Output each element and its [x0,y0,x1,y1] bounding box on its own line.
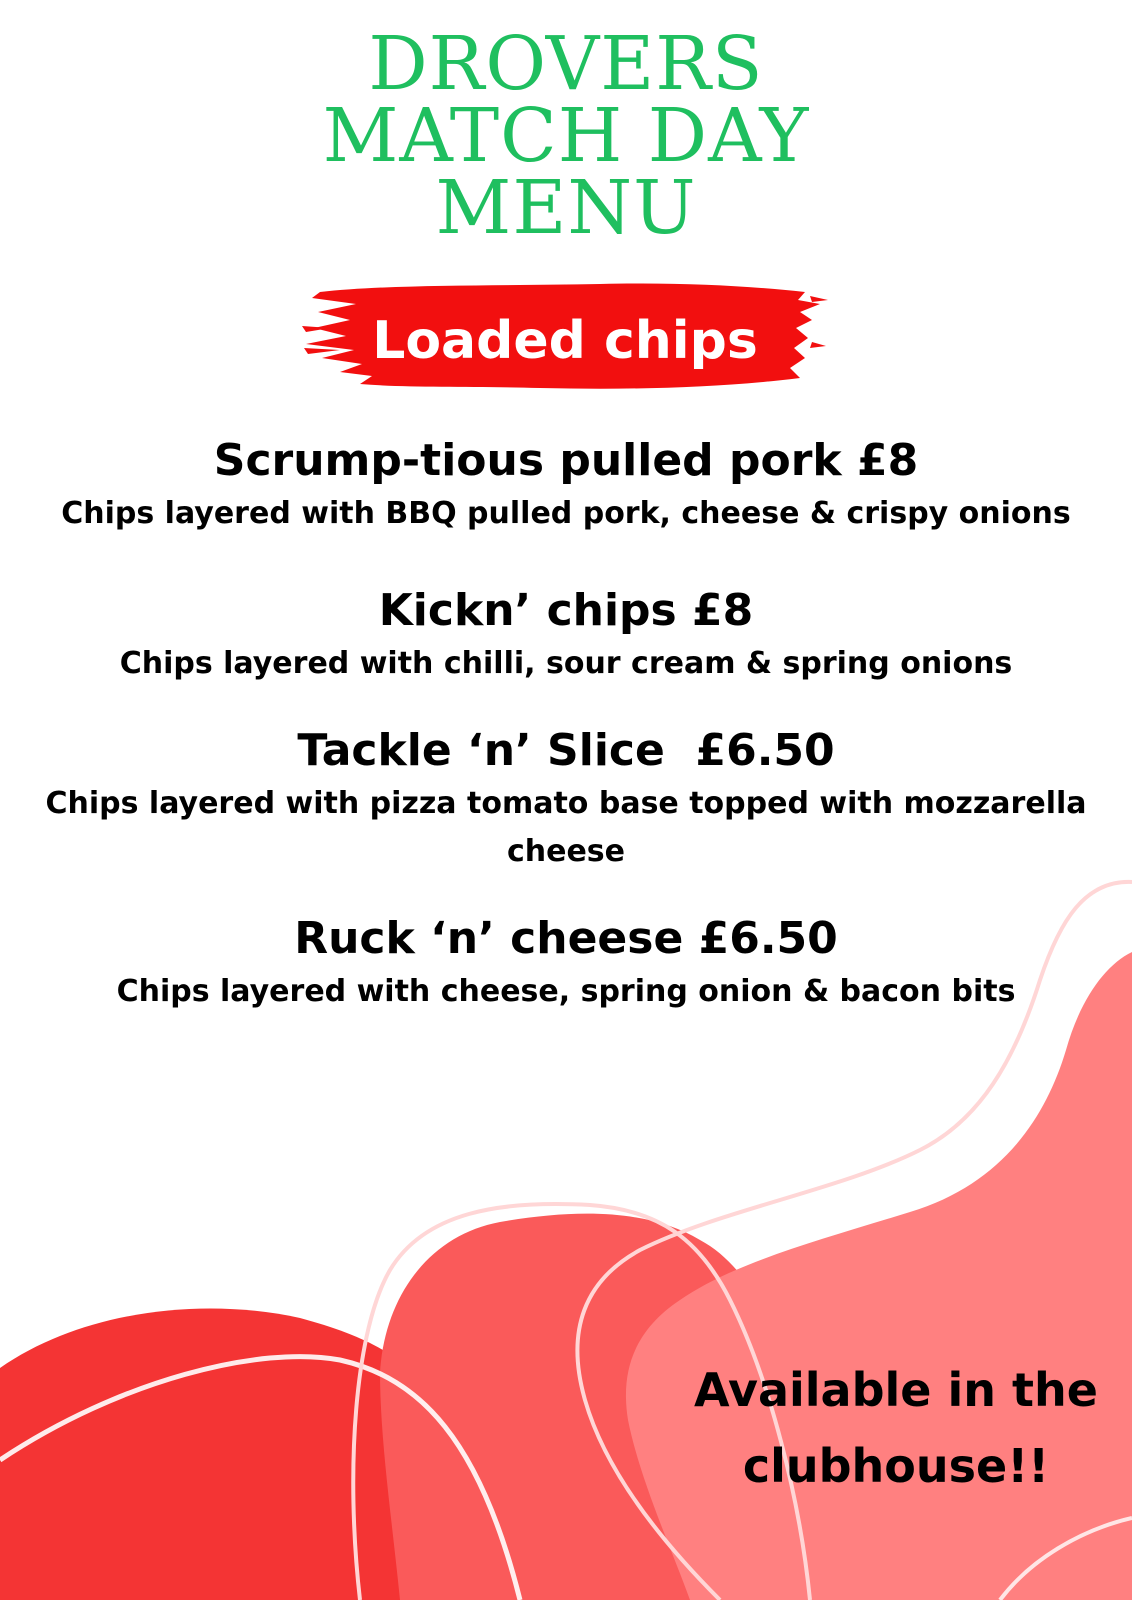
menu-item [20,722,1112,876]
menu-item [20,910,1112,1016]
menu-items-list [20,432,1112,1016]
item-description: Chips layered with pizza tomato base topped with mozzarella cheese [45,786,1087,869]
item-name: Ruck ‘n’ cheese £6.50 [294,913,838,964]
availability-note [660,1352,1132,1504]
item-name: Scrump-tious pulled pork £8 [213,435,919,486]
blob-left [0,1308,440,1600]
item-name: Kickn’ chips £8 [378,585,754,636]
item-description: Chips layered with BBQ pulled pork, cheese & crispy onions [61,496,1071,531]
menu-item [20,582,1112,688]
item-name: Tackle ‘n’ Slice £6.50 [297,725,835,776]
availability-line-2: clubhouse!! [742,1439,1050,1493]
section-banner [300,278,830,400]
menu-item [20,432,1112,538]
item-description: Chips layered with cheese, spring onion & bacon bits [116,974,1016,1009]
title-line-2: MATCH DAY [322,93,810,179]
menu-title [0,21,1132,251]
availability-line-1: Available in the [694,1363,1098,1417]
section-heading: Loaded chips [372,311,758,371]
item-description: Chips layered with chilli, sour cream & spring onions [119,646,1013,681]
title-line-3: MENU [435,165,697,251]
title-line-1: DROVERS [368,21,764,107]
